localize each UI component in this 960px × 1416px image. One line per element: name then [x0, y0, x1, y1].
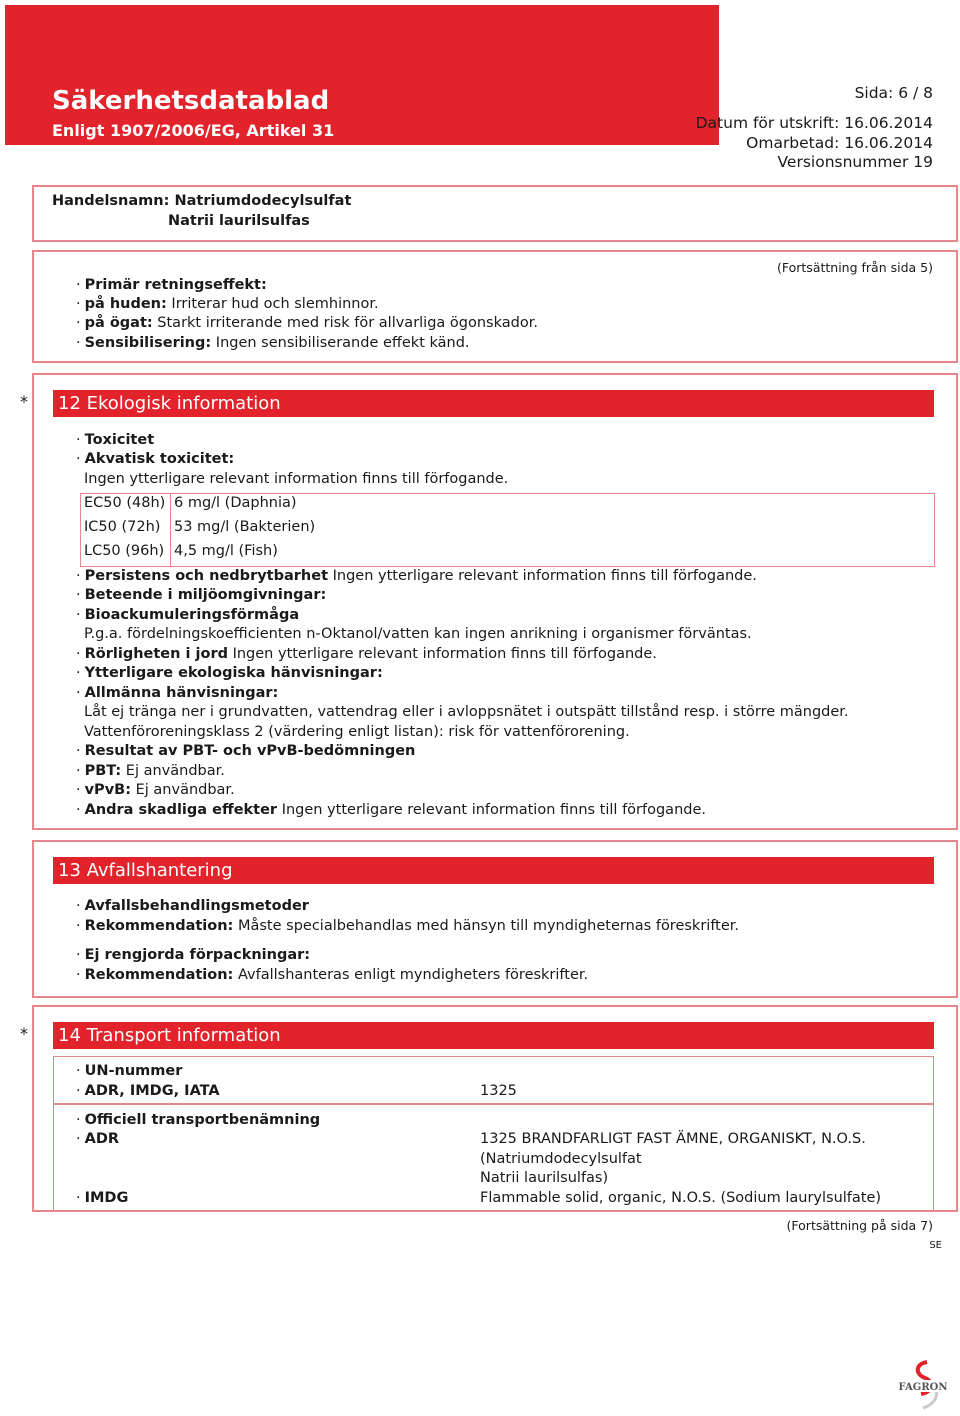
document-subtitle: Enligt 1907/2006/EG, Artikel 31: [52, 121, 335, 140]
adr-label: · ADR: [76, 1130, 119, 1149]
packaging-recommendation: · Rekommendation: Avfallshanteras enligt myndigheters föreskrifter.: [76, 966, 588, 985]
page-number: Sida: 6 / 8: [854, 84, 933, 102]
toxicity-value: 4,5 mg/l (Fish): [174, 543, 278, 559]
general-notes-text: Låt ej tränga ner i grundvatten, vattendrag eller i avloppsnätet i outspätt tillstånd resp. i större mängder.: [84, 704, 849, 720]
further-ecological-heading: · Ytterligare ekologiska hänvisningar:: [76, 664, 383, 683]
version-number: Versionsnummer 19: [777, 153, 933, 171]
trade-name: [52, 192, 351, 211]
official-name-heading: · Officiell transportbenämning: [76, 1111, 320, 1130]
continued-to: (Fortsättning på sida 7): [786, 1218, 933, 1233]
skin-effect: · på huden: Irriterar hud och slemhinnor.: [76, 295, 379, 314]
fagron-logo: [893, 1360, 953, 1412]
imdg-value: Flammable solid, organic, N.O.S. (Sodium laurylsulfate): [480, 1190, 882, 1206]
other-adverse-effects: · Andra skadliga effekter Ingen ytterligare relevant information finns till förfogande.: [76, 801, 706, 820]
persistence: · Persistens och nedbrytbarhet Ingen ytterligare relevant information finns till förfogande.: [76, 567, 757, 586]
general-notes-heading: · Allmänna hänvisningar:: [76, 684, 278, 703]
disposal-recommendation: · Rekommendation: Måste specialbehandlas med hänsyn till myndigheternas föreskrifter.: [76, 917, 739, 936]
print-date: Datum för utskrift: 16.06.2014: [695, 114, 933, 132]
section-12-title: 12 Ekologisk information: [53, 390, 934, 417]
aquatic-toxicity-text: Ingen ytterligare relevant information finns till förfogande.: [84, 471, 509, 487]
behaviour-heading: · Beteende i miljöomgivningar:: [76, 586, 326, 605]
adr-value: 1325 BRANDFARLIGT FAST ÄMNE, ORGANISKT, N.O.S.: [480, 1131, 866, 1147]
fagron-logo-text: FAGRON: [898, 1382, 948, 1393]
soil-mobility: · Rörligheten i jord Ingen ytterligare relevant information finns till förfogande.: [76, 645, 657, 664]
revised-date: Omarbetad: 16.06.2014: [746, 134, 933, 152]
toxicity-value: 6 mg/l (Daphnia): [174, 495, 297, 511]
document-title: Säkerhetsdatablad: [52, 86, 330, 116]
section-13-title: 13 Avfallshantering: [53, 857, 934, 884]
pbt: · PBT: Ej användbar.: [76, 762, 225, 781]
toxicity-key: EC50 (48h): [84, 495, 166, 511]
bioaccumulation-text: P.g.a. fördelningskoefficienten n-Oktanol/vatten kan ingen anrikning i organismer förväntas.: [84, 626, 752, 642]
pbt-result-heading: · Resultat av PBT- och vPvB-bedömningen: [76, 742, 415, 761]
primary-irritation: · Primär retningseffekt:: [76, 276, 267, 295]
revision-star-14: *: [20, 1024, 28, 1043]
adr-value-cont: (Natriumdodecylsulfat: [480, 1151, 642, 1167]
section-14-title: 14 Transport information: [53, 1022, 934, 1049]
adr-value-cont: Natrii laurilsulfas): [480, 1170, 609, 1186]
toxicity-heading: · Toxicitet: [76, 431, 154, 450]
trade-name-value: Natriumdodecylsulfat: [174, 193, 352, 209]
sensitisation: · Sensibilisering: Ingen sensibiliserande effekt känd.: [76, 334, 470, 353]
toxicity-key: IC50 (72h): [84, 519, 161, 535]
un-number-modes: · ADR, IMDG, IATA: [76, 1082, 220, 1101]
trade-name-label: Handelsnamn:: [52, 193, 170, 209]
toxicity-table-divider: [170, 494, 171, 566]
continued-from: (Fortsättning från sida 5): [777, 260, 933, 275]
aquatic-toxicity-heading: · Akvatisk toxicitet:: [76, 450, 234, 469]
trade-name-alt: Natrii laurilsulfas: [168, 213, 310, 229]
un-number-value: 1325: [480, 1083, 517, 1099]
bioaccumulation-heading: · Bioackumuleringsförmåga: [76, 606, 299, 625]
fagron-logo-icon: [893, 1360, 953, 1412]
disposal-methods-heading: · Avfallsbehandlingsmetoder: [76, 897, 309, 916]
uncleaned-packaging-heading: · Ej rengjorda förpackningar:: [76, 946, 310, 965]
imdg-label: · IMDG: [76, 1189, 128, 1208]
eye-effect: · på ögat: Starkt irriterande med risk för allvarliga ögonskador.: [76, 314, 538, 333]
revision-star-12: *: [20, 392, 28, 411]
vpvb: · vPvB: Ej användbar.: [76, 781, 235, 800]
toxicity-value: 53 mg/l (Bakterien): [174, 519, 316, 535]
un-number-heading: · UN-nummer: [76, 1062, 182, 1081]
toxicity-key: LC50 (96h): [84, 543, 165, 559]
country-code: SE: [929, 1240, 942, 1251]
water-hazard-class: Vattenföroreningsklass 2 (värdering enligt listan): risk för vattenförorening.: [84, 724, 630, 740]
